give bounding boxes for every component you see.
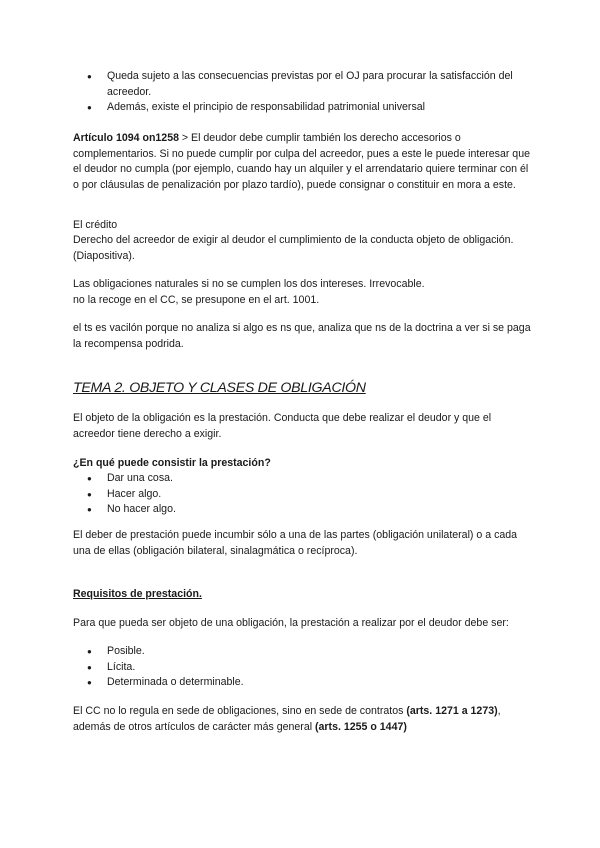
- final-paragraph: [73, 704, 533, 735]
- final-text-2: , además de otros artículos de carácter más general: [73, 705, 501, 733]
- requisitos-intro: Para que pueda ser objeto de una obligación, la prestación a realizar por el deudor debe ser:: [73, 617, 509, 629]
- list-item: ● Lícita.: [73, 660, 533, 676]
- deber-paragraph: El deber de prestación puede incumbir sólo a una de las partes (obligación unilateral) o a cada una de ellas (obligación bilateral, sinalagmática o recíproca).: [73, 529, 518, 557]
- final-reference-2: (arts. 1255 o 1447): [315, 720, 407, 733]
- list-item: ● Determinada o determinable.: [73, 675, 533, 691]
- nota-paragraph: el ts es vacilón porque no analiza si algo es ns que, analiza que ns de la doctrina a ver si se paga la recompensa podrida.: [73, 322, 531, 350]
- list-item: ● Queda sujeto a las consecuencias previstas por el OJ para procurar la satisfacción del acreedor.: [73, 69, 533, 100]
- list-item: ● Dar una cosa.: [73, 471, 533, 487]
- naturales-line-2: no la recoge en el CC, se presupone en el art. 1001.: [73, 294, 320, 306]
- article-reference: Artículo 1094 on1258: [73, 132, 179, 144]
- list-item: ● Hacer algo.: [73, 487, 533, 503]
- final-reference-1: (arts. 1271 a 1273): [406, 705, 498, 717]
- credito-title: El crédito: [73, 219, 118, 231]
- final-text-1: El CC no lo regula en sede de obligaciones, sino en sede de contratos: [73, 705, 407, 717]
- article-text: > El deudor debe cumplir también los derecho accesorios o complementarios. Si no puede cumplir por culpa del acreedor, pues a este le puede interesar que el deudor no cumpla (por ejemplo, cuando hay un alquiler y el arrendatario quiere terminar con él o por cláusulas de penalización por plazo tardío), puede consignar o constituir en mora a este.: [73, 132, 530, 191]
- naturales-line-1: Las obligaciones naturales si no se cumplen los dos intereses. Irrevocable.: [73, 278, 425, 290]
- consistir-list: [73, 471, 533, 518]
- requisitos-title: Requisitos de prestación.: [73, 588, 202, 600]
- tema-heading: TEMA 2. OBJETO Y CLASES DE OBLIGACIÓN: [73, 380, 366, 396]
- list-item: ● Además, existe el principio de responsabilidad patrimonial universal: [73, 100, 533, 116]
- article-paragraph: [73, 131, 533, 193]
- list-item: ● Posible.: [73, 644, 533, 660]
- requisitos-list: [73, 644, 533, 691]
- consistir-question: ¿En qué puede consistir la prestación?: [73, 457, 271, 469]
- intro-bullet-list: [73, 69, 533, 116]
- credito-text: Derecho del acreedor de exigir al deudor el cumplimiento de la conducta objeto de obligación. (Diapositiva).: [73, 234, 514, 262]
- tema-intro: El objeto de la obligación es la prestación. Conducta que debe realizar el deudor y que el acreedor tiene derecho a exigir.: [73, 412, 492, 440]
- list-item: ● No hacer algo.: [73, 502, 533, 518]
